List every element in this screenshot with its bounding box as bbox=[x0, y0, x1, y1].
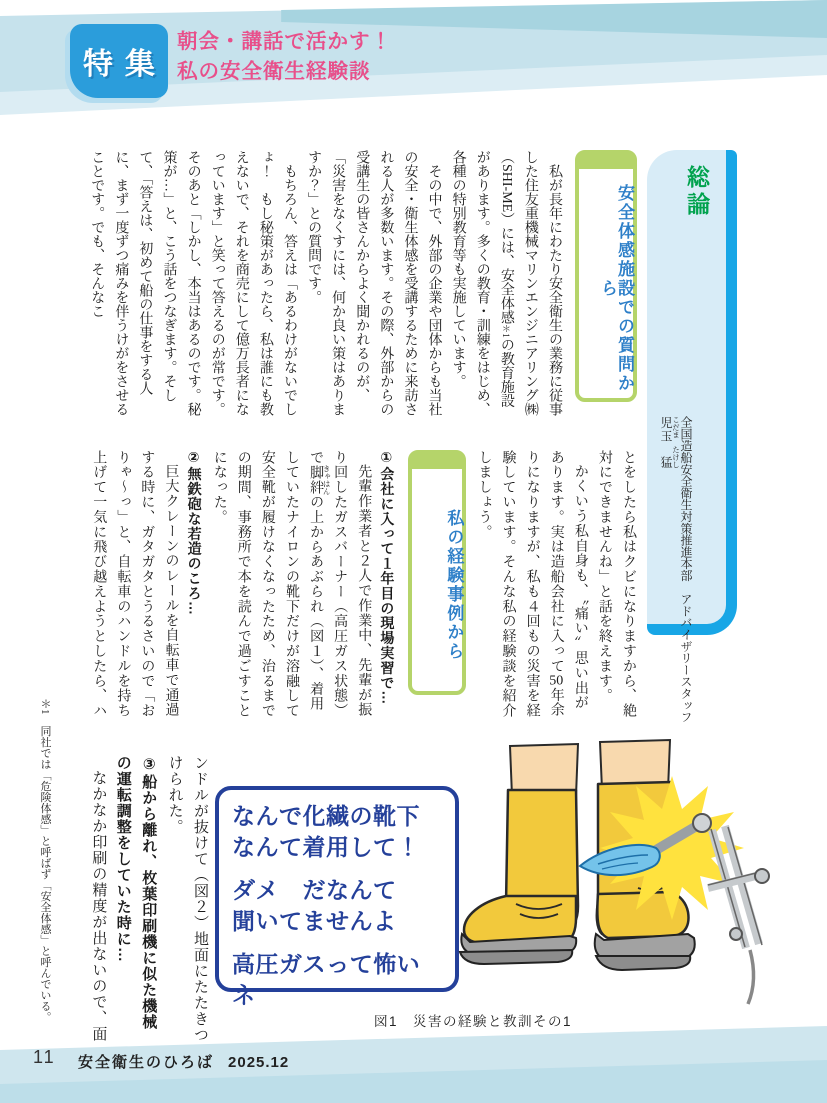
bubble-line: 聞いてませんよ bbox=[232, 908, 397, 934]
author-line bbox=[658, 416, 695, 776]
section-heading-box-2 bbox=[408, 450, 466, 695]
paragraph-1: 私が長年にわたり安全衛生の業務に従事した住友重機械マリンエンジニアリング㈱（SHI-ME）には、安全体感＊1の教育施設があります。多くの教育・訓練をはじめ、各種の特別教育等も実施しています。 bbox=[450, 150, 562, 416]
paragraph-2: その中で、外部の企業や団体からも当社の安全・衛生体感を受講するために来訪される人が多数います。その際、外部からの受講生の皆さんからよく聞かれるのが、「災害をなくすには、何か良い策はありますか？」との質問です。 bbox=[306, 150, 442, 416]
footnote: ＊1 同社では「危険体感」と呼ばず「安全体感」と呼んでいる。 bbox=[39, 698, 51, 1023]
paragraph-4: かくいう私自身も、〝痛い〟思い出があります。実は造船会社に入って50年余りになりますが、私も４回もの災害を経験しています。そんな私の経験談を紹介しましょう。 bbox=[476, 450, 588, 719]
section-heading-2: 私の経験事例から bbox=[444, 508, 464, 661]
bubble-line: なんて着用して！ bbox=[232, 834, 420, 860]
author-affiliation: 全国造船安全衛生対策推進本部 アドバイザリースタッフ bbox=[679, 416, 693, 735]
episode-1-body: 先輩作業者と２人で作業中、先輩が振り回したガスバーナー（高圧ガス状態）で脚絆 きゃはんの上からあぶられ（図１）、着用していたナイロンの靴下だけが溶融して安全靴が履けなくなったため、治るまでの期間、事務所で本を読んで過ごすことになった。 bbox=[211, 450, 372, 719]
boots-gas-burner-illustration bbox=[450, 736, 780, 1010]
feature-badge-label: 特集 bbox=[83, 48, 167, 81]
tcy-50: 50 bbox=[549, 673, 564, 688]
article-band-2 bbox=[86, 450, 640, 720]
bubble-line: なんで化繊の靴下 bbox=[232, 803, 420, 829]
author-name: 児玉 猛こだま たけし bbox=[659, 416, 681, 469]
page-number: 11 bbox=[33, 1047, 56, 1067]
episode-2-body: 巨大クレーンのレールを自転車で通過する時に、ガタガタとうるさいので「おりゃ〜っ」と、自転車のハンドルを持ち上げて一気に飛び越えようとしたら、ハ bbox=[91, 450, 179, 719]
episode-2-title: ②無鉄砲な若造のころ… bbox=[186, 450, 203, 616]
article-band-1 bbox=[84, 150, 640, 418]
journal-title: 安全衛生のひろば bbox=[78, 1054, 215, 1071]
author-name-reading: こだま たけし bbox=[671, 416, 681, 469]
paragraph-3-continued: とをしたら私はクビになりますから、絶対にできませんね」と話を終えます。 bbox=[596, 450, 636, 719]
overview-box bbox=[647, 150, 737, 735]
speech-bubble bbox=[215, 786, 459, 1008]
paragraph-3: もちろん、答えは「あるわけがないでしょ！ もし秘策があったら、私は誰にも教えないで、それを商売にして億万長者になっています」と笑って答えるのが常です。そのあと「しかし、本当はあるのです。秘策が…」と、こう話をつなぎます。そして、「答えは、初めて船の仕事をする人に、まず一度ずつ痛みを伴うけがをさせることです。でも、そんなこ bbox=[89, 150, 297, 416]
bubble-line: 高圧ガスって怖いネ bbox=[232, 951, 421, 1008]
section-heading-1: 安全体感施設での質問から bbox=[598, 183, 634, 393]
footer-journal-line bbox=[78, 1051, 289, 1072]
ruby-kyahan: 脚絆 きゃはん bbox=[308, 464, 332, 495]
episode-2-body-continued: ンドルが抜けて（図２）地面にたたきつけられた。 bbox=[166, 755, 208, 1043]
feature-title-line2: 私の安全衛生経験談 bbox=[177, 60, 371, 83]
episode-3-title: ③船から離れ、枚葉印刷機に似た機械の運転調整をしていた時に… bbox=[114, 755, 158, 1030]
section-heading-box-1 bbox=[575, 150, 637, 402]
overview-section-label: 総論 bbox=[684, 165, 710, 219]
feature-badge bbox=[70, 24, 168, 98]
episode-1-title: ①会社に入って１年目の現場実習で… bbox=[379, 450, 396, 706]
bubble-line: ダメ だなんて bbox=[232, 877, 397, 903]
article-band-3 bbox=[85, 755, 212, 1045]
footnote-ref: ＊1 bbox=[500, 324, 511, 338]
issue-date: 2025.12 bbox=[228, 1054, 290, 1071]
feature-title bbox=[177, 27, 392, 87]
feature-title-line1: 朝会・講話で活かす！ bbox=[177, 30, 392, 53]
episode-3-body: なかなか印刷の精度が出ないので、面 bbox=[90, 770, 107, 1042]
figure-caption: 図1 災害の経験と教訓その1 bbox=[374, 1014, 573, 1029]
